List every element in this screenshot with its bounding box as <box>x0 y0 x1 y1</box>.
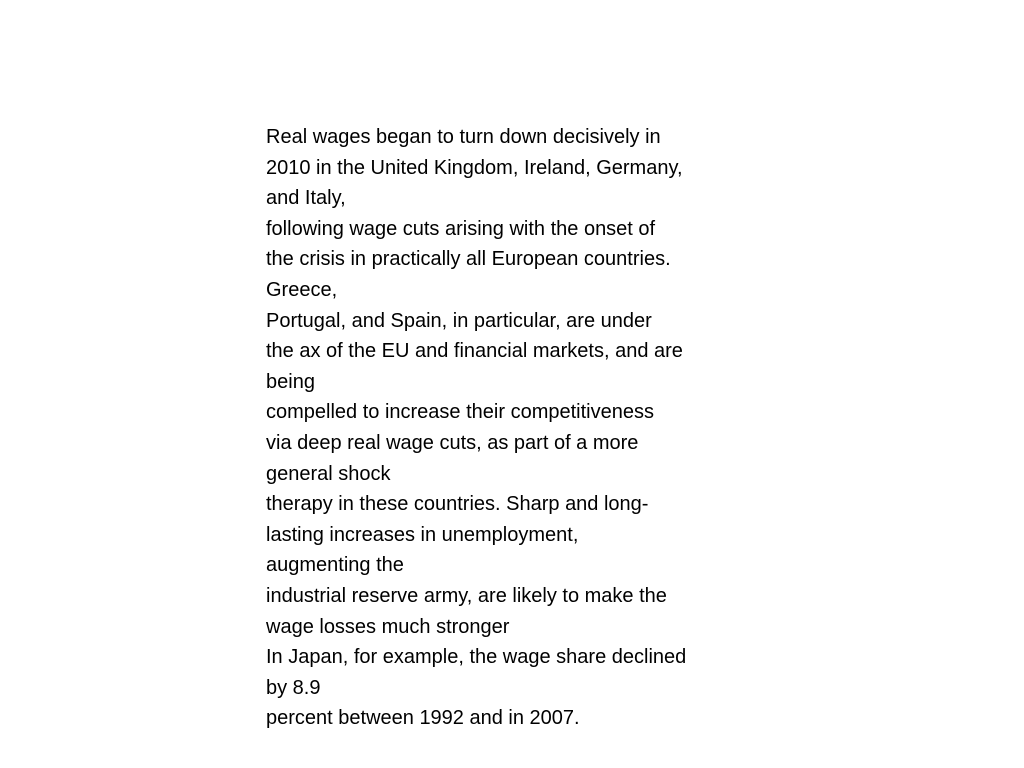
text-line: lasting increases in unemployment, <box>266 523 579 546</box>
body-text <box>266 122 766 734</box>
text-line: Real wages began to turn down decisively in <box>266 126 661 148</box>
text-line: via deep real wage cuts, as part of a more <box>266 431 639 454</box>
text-line: therapy in these countries. Sharp and long- <box>266 493 649 516</box>
text-line: the crisis in practically all European countries. <box>266 248 671 271</box>
text-line: wage losses much stronger <box>266 615 510 638</box>
text-line: percent between 1992 and in 2007. <box>266 707 580 730</box>
text-line: compelled to increase their competitiveness <box>266 401 654 424</box>
text-line: and Italy, <box>266 187 346 210</box>
text-line: following wage cuts arising with the onset of <box>266 217 656 240</box>
text-line: Greece, <box>266 278 338 301</box>
text-line: the ax of the EU and financial markets, and are <box>266 340 683 363</box>
text-line: industrial reserve army, are likely to make the <box>266 584 667 607</box>
text-line: In Japan, for example, the wage share declined <box>266 646 687 669</box>
text-line: Portugal, and Spain, in particular, are under <box>266 309 652 332</box>
text-line: by 8.9 <box>266 676 321 699</box>
text-line: 2010 in the United Kingdom, Ireland, Germany, <box>266 156 683 179</box>
text-line: general shock <box>266 462 391 485</box>
text-line: being <box>266 370 315 393</box>
text-line: augmenting the <box>266 554 404 577</box>
